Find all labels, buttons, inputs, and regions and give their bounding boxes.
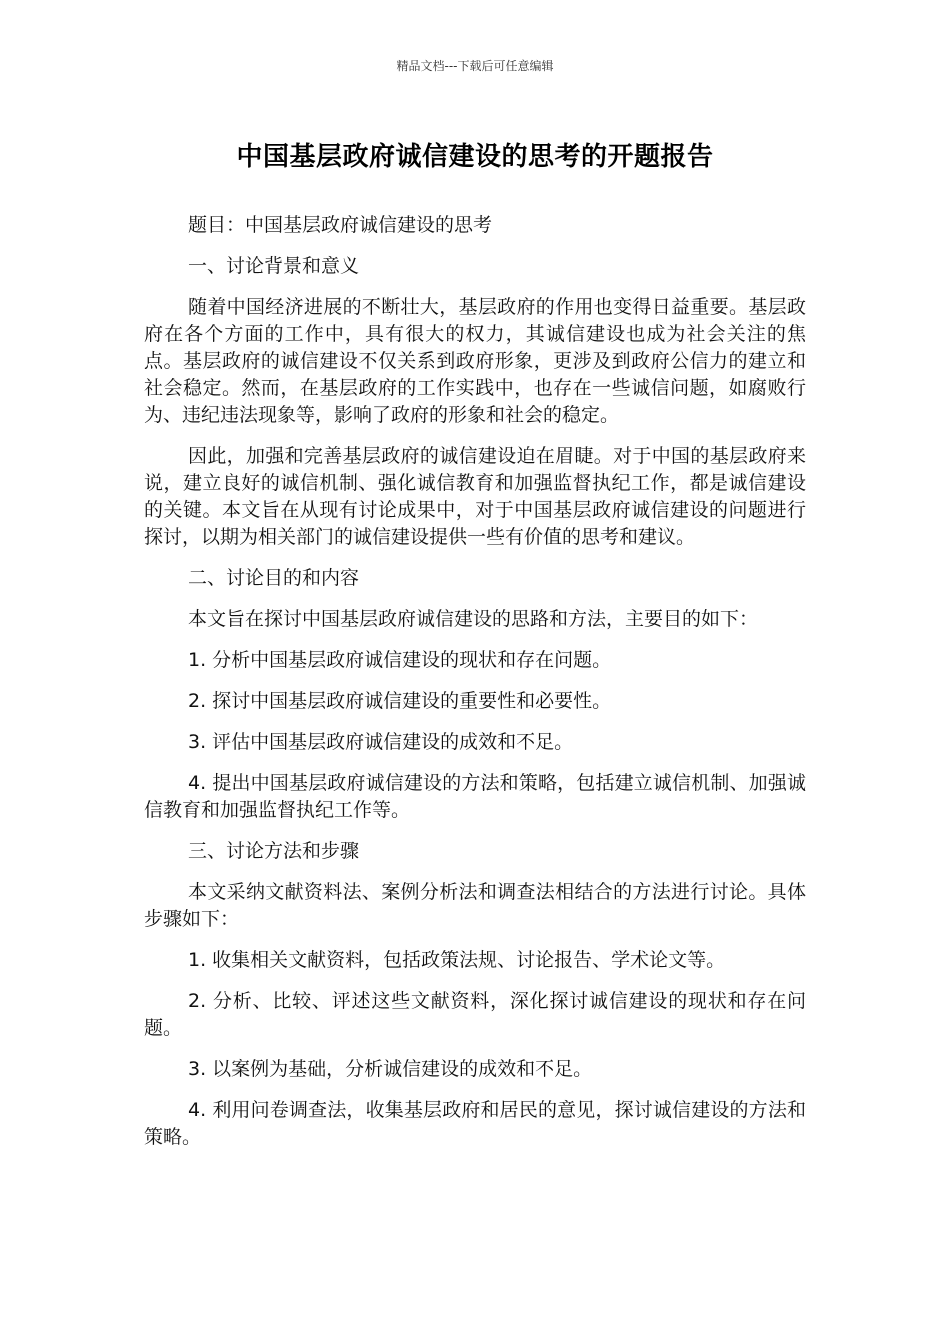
list-item: 3. 以案例为基础，分析诚信建设的成效和不足。 (188, 1058, 593, 1080)
section-heading-method: 三、讨论方法和步骤 (188, 840, 360, 862)
section-heading-background: 一、讨论背景和意义 (188, 255, 360, 277)
header-note: 精品文档---下载后可任意编辑 (396, 59, 554, 73)
paragraph: 本文旨在探讨中国基层政府诚信建设的思路和方法，主要目的如下： (188, 608, 759, 630)
list-item: 4. 利用问卷调查法，收集基层政府和居民的意见，探讨诚信建设的方法和策略。 (144, 1099, 806, 1148)
list-item: 4. 提出中国基层政府诚信建设的方法和策略，包括建立诚信机制、加强诚信教育和加强监督执纪工作等。 (144, 772, 806, 821)
topic-line: 题目：中国基层政府诚信建设的思考 (188, 214, 493, 236)
paragraph: 因此，加强和完善基层政府的诚信建设迫在眉睫。对于中国的基层政府来说，建立良好的诚信机制、强化诚信教育和加强监督执纪工作，都是诚信建设的关键。本文旨在从现有讨论成果中，对于中国基层政府诚信建设的问题进行探讨，以期为相关部门的诚信建设提供一些有价值的思考和建议。 (144, 445, 806, 548)
section-heading-purpose: 二、讨论目的和内容 (188, 567, 360, 589)
list-item: 1. 分析中国基层政府诚信建设的现状和存在问题。 (188, 649, 612, 671)
list-item: 1. 收集相关文献资料，包括政策法规、讨论报告、学术论文等。 (188, 949, 726, 971)
paragraph: 本文采纳文献资料法、案例分析法和调查法相结合的方法进行讨论。具体步骤如下： (144, 881, 806, 930)
list-item: 3. 评估中国基层政府诚信建设的成效和不足。 (188, 731, 574, 753)
paragraph: 随着中国经济进展的不断壮大，基层政府的作用也变得日益重要。基层政府在各个方面的工作中，具有很大的权力，其诚信建设也成为社会关注的焦点。基层政府的诚信建设不仅关系到政府形象，更涉及到政府公信力的建立和社会稳定。然而，在基层政府的工作实践中，也存在一些诚信问题，如腐败行为、违纪违法现象等，影响了政府的形象和社会的稳定。 (144, 296, 806, 426)
document-title: 中国基层政府诚信建设的思考的开题报告 (236, 142, 714, 172)
document-body (144, 212, 806, 1165)
list-item: 2. 分析、比较、评述这些文献资料，深化探讨诚信建设的现状和存在问题。 (144, 990, 806, 1039)
list-item: 2. 探讨中国基层政府诚信建设的重要性和必要性。 (188, 690, 612, 712)
